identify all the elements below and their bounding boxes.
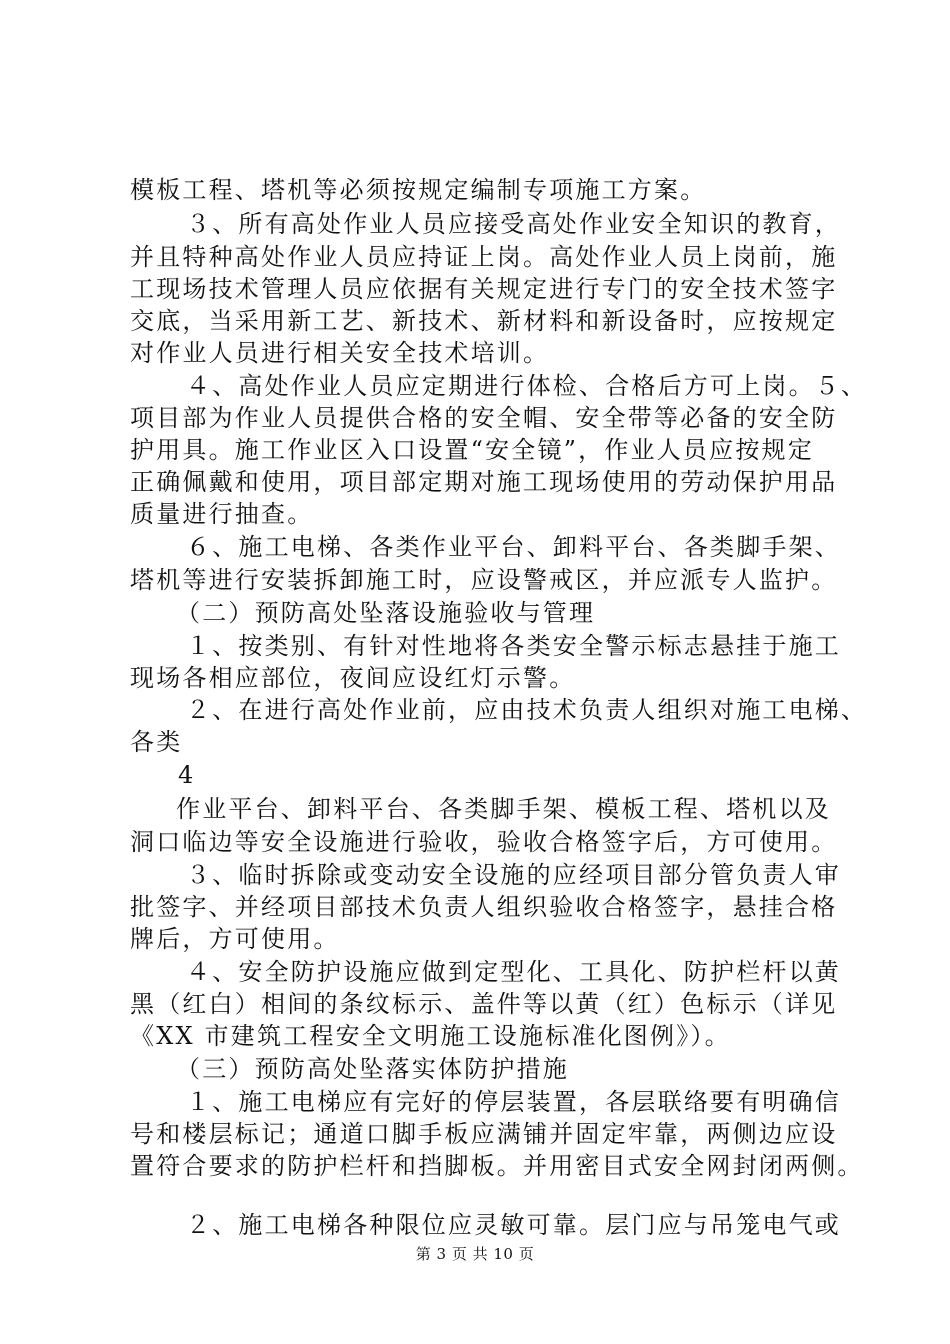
- text-line: 并且特种高处作业人员应持证上岗。高处作业人员上岗前，施: [130, 243, 838, 271]
- text-line: 工现场技术管理人员应依据有关规定进行专门的安全技术签字: [130, 275, 838, 303]
- text-line: 塔机等进行安装拆卸施工时，应设警戒区，并应派专人监护。: [130, 566, 838, 594]
- text-line: １、施工电梯应有完好的停层装置，各层联络要有明确信: [186, 1088, 841, 1116]
- text-line: 交底，当采用新工艺、新技术、新材料和新设备时，应按规定: [130, 307, 838, 335]
- text-line: ４、安全防护设施应做到定型化、工具化、防护栏杆以黄: [186, 958, 841, 986]
- text-line: 各类: [130, 728, 183, 756]
- text-line: 批签字、并经项目部技术负责人组织验收合格签字，悬挂合格: [130, 893, 838, 921]
- text-line: ６、施工电梯、各类作业平台、卸料平台、各类脚手架、: [186, 533, 841, 561]
- text-line: ３、所有高处作业人员应接受高处作业安全知识的教育，: [186, 210, 841, 238]
- text-line: 质量进行抽查。: [130, 500, 314, 528]
- text-line: 洞口临边等安全设施进行验收，验收合格签字后，方可使用。: [130, 828, 838, 856]
- text-line: 《XX 市建筑工程安全文明施工设施标准化图例》）。: [130, 1022, 731, 1050]
- page-footer: 第 3 页 共 10 页: [415, 1245, 535, 1263]
- inline-page-number: 4: [178, 761, 194, 789]
- text-line: ４、高处作业人员应定期进行体检、合格后方可上岗。５、: [186, 372, 868, 400]
- text-line: 牌后，方可使用。: [130, 925, 340, 953]
- text-line: 置符合要求的防护栏杆和挡脚板。并用密目式安全网封闭两侧。: [130, 1152, 864, 1180]
- text-line: ３、临时拆除或变动安全设施的应经项目部分管负责人审: [186, 861, 841, 889]
- section-heading: （三）预防高处坠落实体防护措施: [176, 1055, 569, 1083]
- text-line: ２、施工电梯各种限位应灵敏可靠。层门应与吊笼电气或: [186, 1211, 841, 1239]
- text-line: 正确佩戴和使用，项目部定期对施工现场使用的劳动保护用品: [130, 468, 838, 496]
- text-line: 对作业人员进行相关安全技术培训。: [130, 339, 550, 367]
- text-line: 号和楼层标记；通道口脚手板应满铺并固定牢靠，两侧边应设: [130, 1120, 838, 1148]
- text-line: 护用具。施工作业区入口设置“安全镜”，作业人员应按规定: [130, 436, 814, 464]
- text-line: 项目部为作业人员提供合格的安全帽、安全带等必备的安全防: [130, 404, 838, 432]
- text-line: 模板工程、塔机等必须按规定编制专项施工方案。: [130, 176, 707, 204]
- text-line: 作业平台、卸料平台、各类脚手架、模板工程、塔机以及: [176, 795, 831, 823]
- section-heading: （二）预防高处坠落设施验收与管理: [176, 599, 596, 627]
- text-line: 黑（红白）相间的条纹标示、盖件等以黄（红）色标示（详见: [130, 990, 838, 1018]
- text-line: 现场各相应部位，夜间应设红灯示警。: [130, 664, 576, 692]
- text-line: ２、在进行高处作业前，应由技术负责人组织对施工电梯、: [186, 696, 868, 724]
- text-line: １、按类别、有针对性地将各类安全警示标志悬挂于施工: [186, 632, 841, 660]
